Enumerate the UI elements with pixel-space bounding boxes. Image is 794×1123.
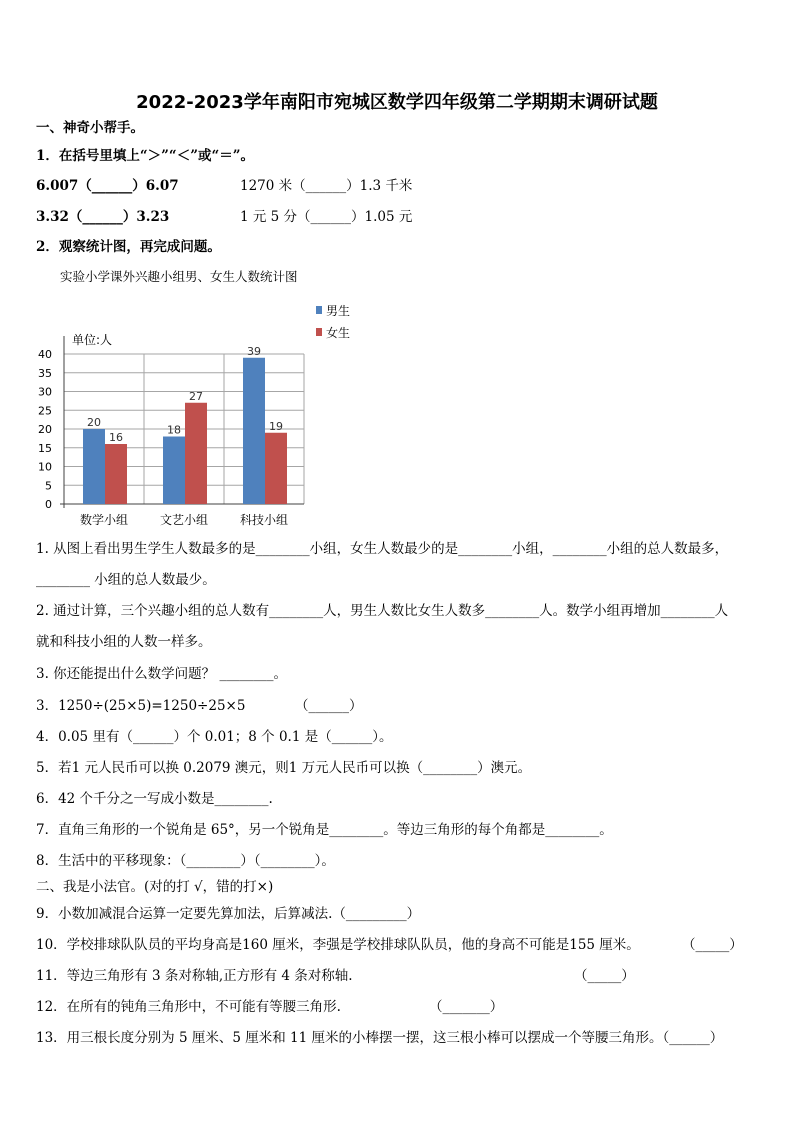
- y-tick-label: 15: [38, 441, 52, 455]
- subquestion-1-line2: ________ 小组的总人数最少。: [36, 572, 216, 588]
- question-7: 7．直角三角形的一个锐角是 65°，另一个锐角是________。等边三角形的每个角都是________。: [36, 822, 613, 838]
- page-title: 2022-2023学年南阳市宛城区数学四年级第二学期期末调研试题: [136, 92, 658, 113]
- subquestion-1-line1: 1. 从图上看出男生学生人数最多的是________小组，女生人数最少的是________小组，________小组的总人数最多，: [36, 541, 729, 557]
- data-label: 19: [269, 419, 283, 433]
- question-12-blank: （_______）: [429, 999, 504, 1015]
- question-11: 11．等边三角形有 3 条对称轴,正方形有 4 条对称轴.: [36, 968, 353, 984]
- subquestion-3: 3. 你还能提出什么数学问题？ ________。: [36, 666, 287, 682]
- y-tick-label: 35: [38, 366, 52, 380]
- question-8: 8．生活中的平移现象：（________）（________）。: [36, 853, 335, 869]
- bar-girls: [105, 444, 127, 504]
- data-label: 16: [109, 431, 123, 444]
- y-tick-label: 20: [38, 423, 52, 436]
- question-1a: 6.007（______）6.07: [36, 178, 179, 194]
- chart-title: 实验小学课外兴趣小组男、女生人数统计图: [60, 269, 298, 284]
- question-1b: 1270 米（______）1.3 千米: [240, 178, 413, 194]
- subquestion-2-line1: 2. 通过计算，三个兴趣小组的总人数有________人，男生人数比女生人数多________人。数学小组再增加________人: [36, 603, 729, 619]
- question-2-stem: 2．观察统计图，再完成问题。: [36, 239, 221, 255]
- bar-boys: [83, 429, 105, 504]
- question-10-blank: （_____）: [682, 937, 743, 953]
- y-tick-label: 0: [45, 498, 52, 511]
- question-3: 3．1250÷(25×5)=1250÷25×5: [36, 698, 246, 714]
- question-3-blank: （______）: [295, 698, 363, 714]
- question-10: 10．学校排球队队员的平均身高是160 厘米，李强是学校排球队队员，他的身高不可能是155 厘米。: [36, 937, 640, 953]
- legend-label: 女生: [326, 326, 351, 340]
- data-label: 20: [87, 416, 101, 429]
- x-tick-label: 数学小组: [79, 513, 129, 527]
- data-label: 18: [167, 423, 181, 437]
- bar-girls: [265, 433, 287, 504]
- question-6: 6．42 个千分之一写成小数是________.: [36, 791, 273, 807]
- x-tick-label: 文艺小组: [159, 513, 209, 527]
- legend-label: 男生: [326, 304, 351, 318]
- legend-swatch: [316, 306, 322, 314]
- question-1-stem: 1．在括号里填上“＞”“＜”或“＝”。: [36, 148, 254, 164]
- bar-boys: [243, 358, 265, 504]
- y-tick-label: 40: [38, 348, 52, 361]
- data-label: 39: [247, 344, 261, 358]
- bar-boys: [163, 437, 185, 505]
- question-4: 4．0.05 里有（______）个 0.01；8 个 0.1 是（______）。: [36, 729, 393, 745]
- y-unit-label: 单位:人: [72, 333, 113, 347]
- subquestion-2-line2: 就和科技小组的人数一样多。: [36, 634, 212, 650]
- question-1d: 1 元 5 分（______）1.05 元: [240, 209, 413, 225]
- question-1c: 3.32（______）3.23: [36, 209, 170, 225]
- question-12: 12．在所有的钝角三角形中，不可能有等腰三角形.: [36, 999, 341, 1015]
- question-9: 9．小数加减混合运算一定要先算加法，后算减法.（_________）: [36, 906, 421, 922]
- y-tick-label: 5: [45, 479, 52, 493]
- y-tick-label: 25: [38, 404, 52, 418]
- x-tick-label: 科技小组: [239, 513, 289, 527]
- question-11-blank: （_____）: [574, 968, 635, 984]
- chart-legend: [316, 303, 350, 340]
- question-13: 13．用三根长度分别为 5 厘米、5 厘米和 11 厘米的小棒摆一摆，这三根小棒可以摆成一个等腰三角形。（______）: [36, 1030, 724, 1046]
- section-heading-2: 二、我是小法官。(对的打 √，错的打×): [36, 879, 274, 895]
- bar-chart: [0, 290, 794, 550]
- y-tick-label: 30: [38, 385, 52, 399]
- section-heading-1: 一、神奇小帮手。: [36, 120, 144, 136]
- y-tick-label: 10: [38, 460, 52, 474]
- question-5: 5．若1 元人民币可以换 0.2079 澳元，则1 万元人民币可以换（________）澳元。: [36, 760, 532, 776]
- data-label: 27: [189, 389, 203, 403]
- bar-girls: [185, 403, 207, 504]
- legend-swatch: [316, 328, 322, 336]
